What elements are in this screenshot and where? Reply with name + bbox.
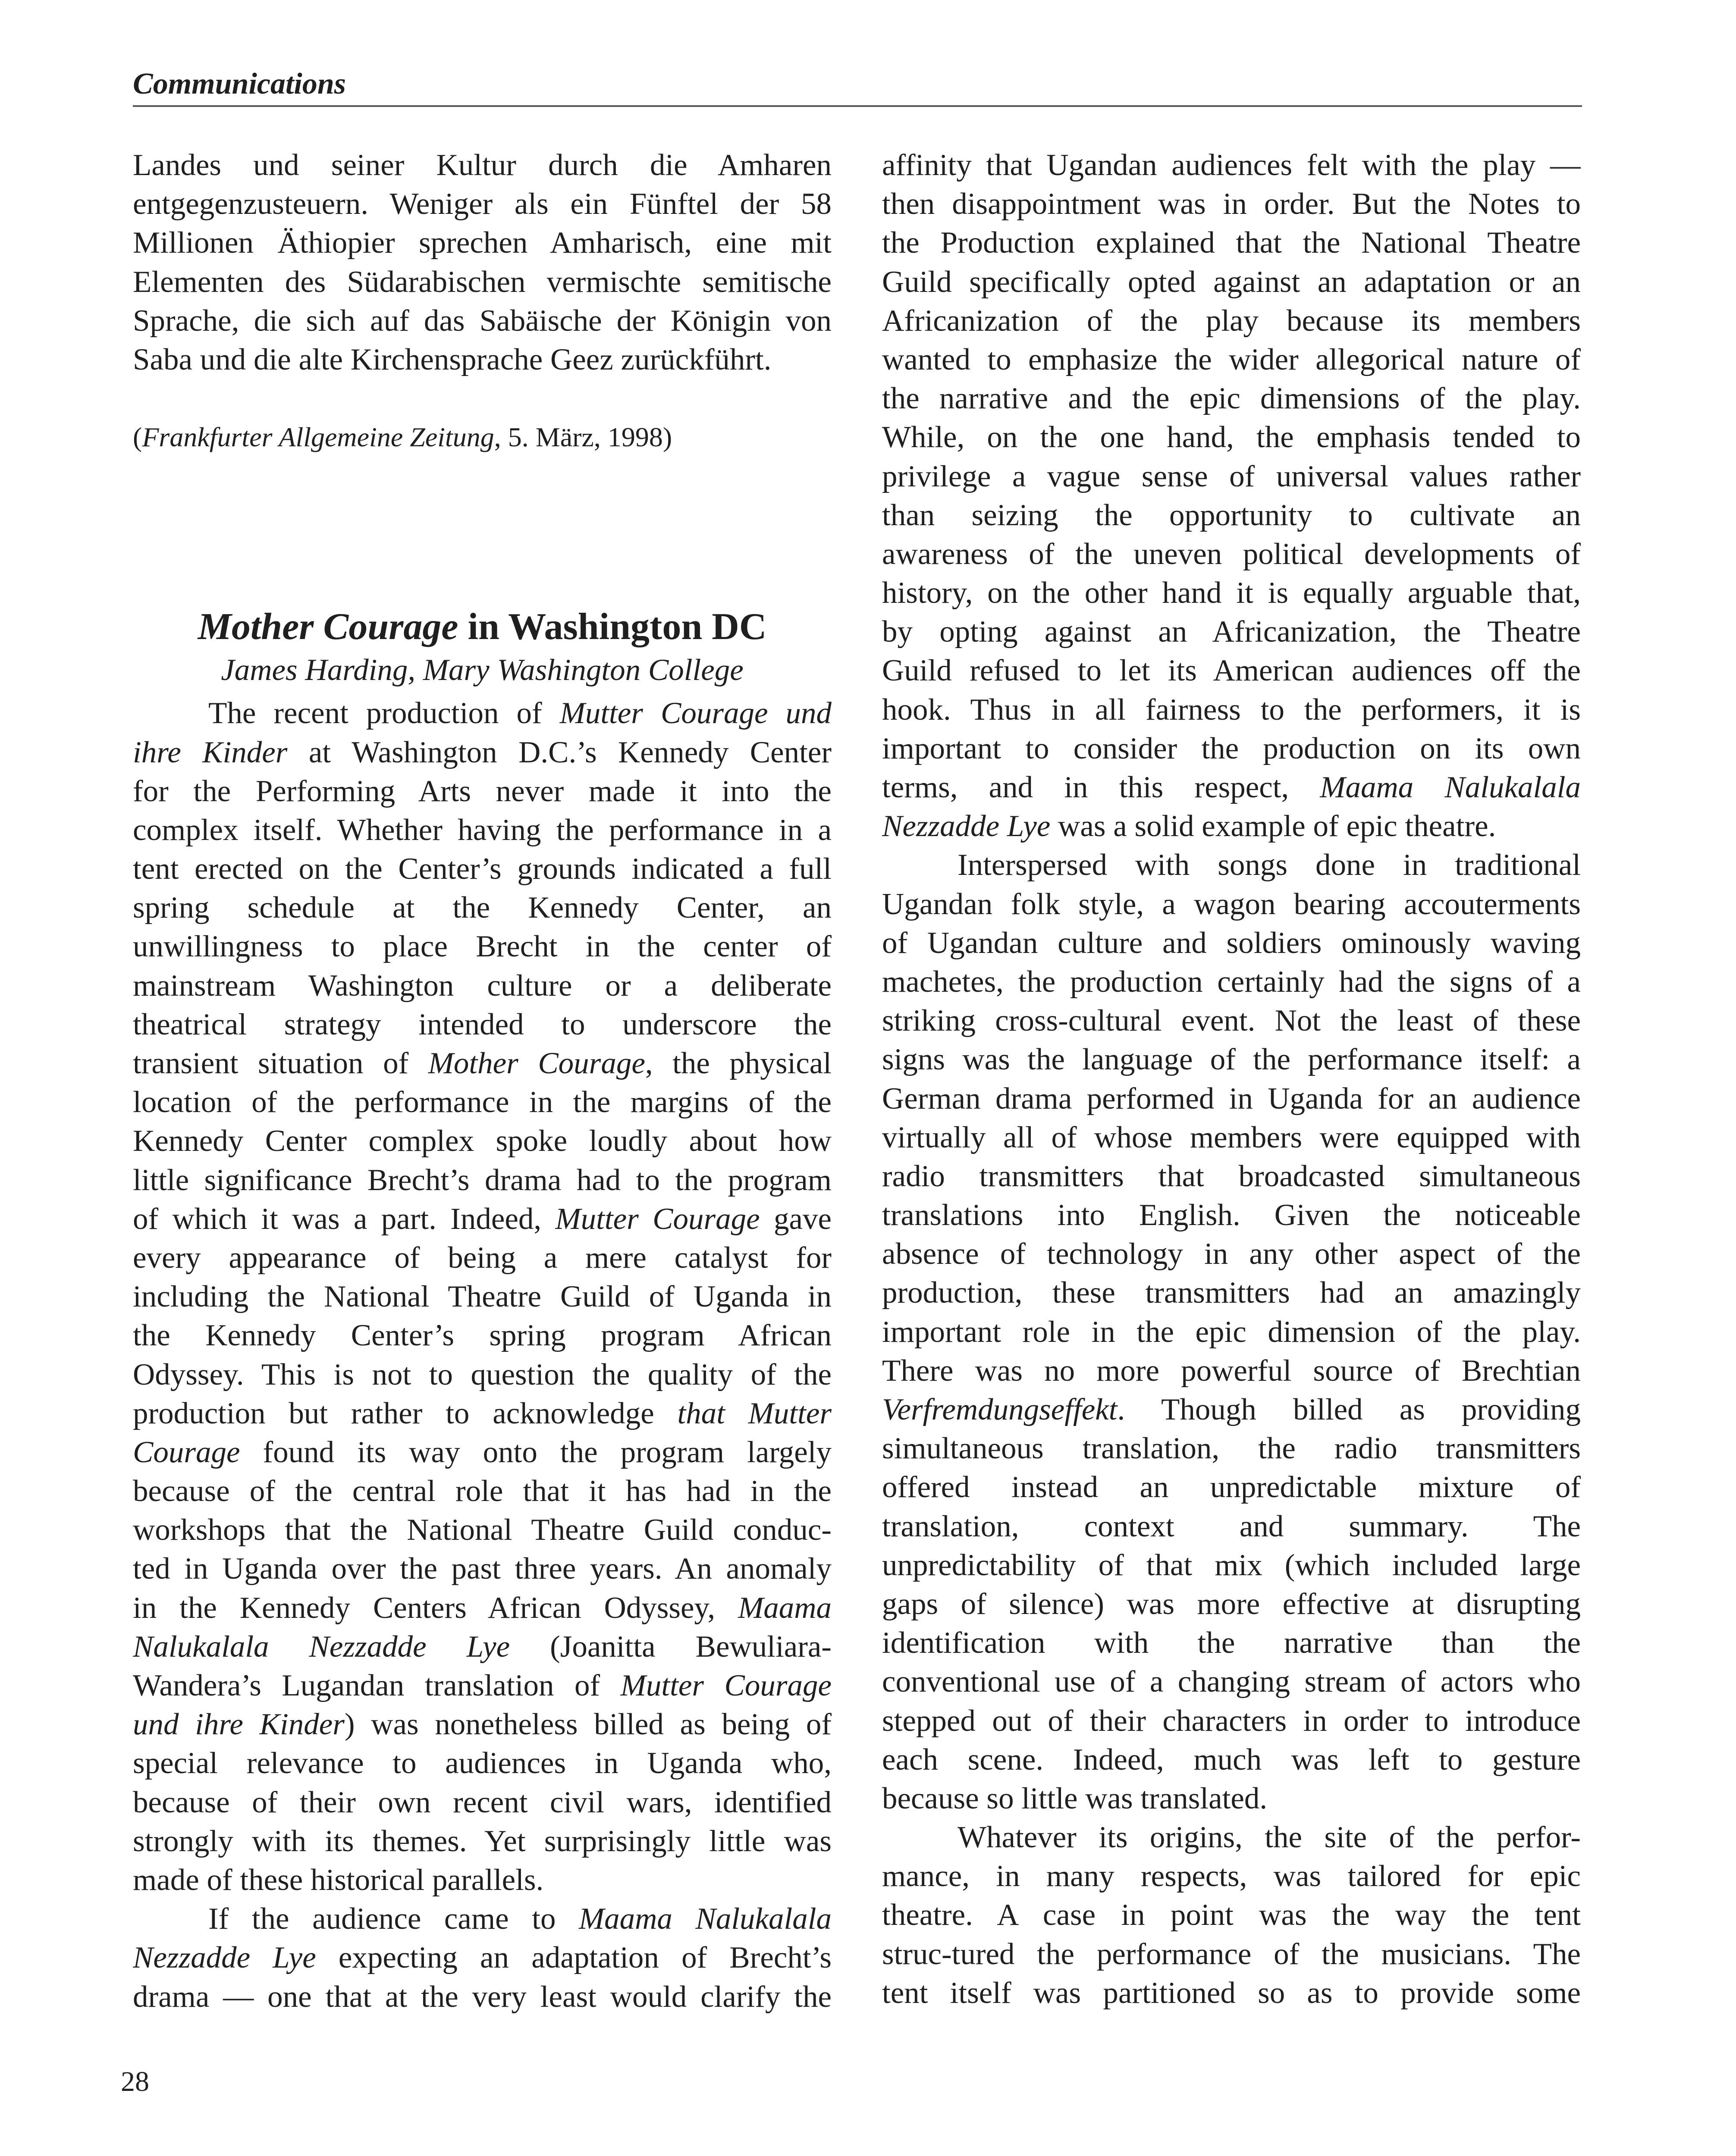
text-line: German drama performed in Uganda for an audience xyxy=(882,1081,1581,1116)
text-line: und ihre Kinder) was nonetheless billed as being of xyxy=(133,1708,832,1742)
text-line: unwillingness to place Brecht in the center of xyxy=(133,930,832,964)
text-line: Elementen des Südarabischen vermischte semitische xyxy=(133,265,832,299)
text-line: Guild specifically opted against an adaptation or an xyxy=(882,265,1581,299)
text-line: Landes und seiner Kultur durch die Amharen xyxy=(133,148,832,182)
text-line: location of the performance in the margins of the xyxy=(133,1085,832,1119)
text-line: There was no more powerful source of Brechtian xyxy=(882,1354,1581,1388)
article-title: Mother Courage in Washington DC xyxy=(198,606,767,648)
text-line: Ugandan folk style, a wagon bearing accouterments xyxy=(882,887,1581,921)
text-line: signs was the language of the performance itself: a xyxy=(882,1043,1581,1077)
citation: (Frankfurter Allgemeine Zeitung, 5. März, 1998) xyxy=(133,422,672,453)
text-line: the Kennedy Center’s spring program African xyxy=(133,1319,832,1353)
text-line: workshops that the National Theatre Guild conduc- xyxy=(133,1513,832,1547)
text-line: the Production explained that the National Theatre xyxy=(882,226,1581,260)
text-line: terms, and in this respect, Maama Nalukalala xyxy=(882,771,1581,804)
text-line: Nezzadde Lye expecting an adaptation of Brecht’s xyxy=(133,1941,832,1975)
text-line: Whatever its origins, the site of the perfor- xyxy=(957,1821,1581,1855)
text-line: transient situation of Mother Courage, the physical xyxy=(133,1047,832,1080)
text-line: The recent production of Mutter Courage und xyxy=(208,696,832,730)
text-line: theatrical strategy intended to underscore the xyxy=(133,1007,832,1041)
text-line: Millionen Äthiopier sprechen Amharisch, eine mit xyxy=(133,226,832,260)
text-line: translations into English. Given the noticeable xyxy=(882,1198,1581,1232)
text-line: Sprache, die sich auf das Sabäische der Königin von xyxy=(133,304,832,338)
text-line: Africanization of the play because its members xyxy=(882,304,1581,338)
text-line: Interspersed with songs done in traditional xyxy=(957,848,1581,882)
text-line: struc-tured the performance of the musicians. The xyxy=(882,1937,1581,1971)
text-line: than seizing the opportunity to cultivate an xyxy=(882,498,1581,532)
text-line: complex itself. Whether having the performance in a xyxy=(133,813,832,847)
text-line: spring schedule at the Kennedy Center, an xyxy=(133,891,832,925)
text-line: striking cross-cultural event. Not the least of these xyxy=(882,1004,1581,1038)
text-line: awareness of the uneven political developments of xyxy=(882,537,1581,571)
text-line: because of the central role that it has had in the xyxy=(133,1474,832,1508)
text-line: stepped out of their characters in order to introduce xyxy=(882,1704,1581,1738)
text-line: of which it was a part. Indeed, Mutter Courage gave xyxy=(133,1202,832,1236)
text-line: entgegenzusteuern. Weniger als ein Fünftel der 58 xyxy=(133,187,832,221)
text-line: of Ugandan culture and soldiers ominously waving xyxy=(882,926,1581,960)
text-line: tent itself was partitioned so as to provide some xyxy=(882,1976,1581,2010)
text-line: theatre. A case in point was the way the tent xyxy=(882,1898,1581,1932)
text-line: production, these transmitters had an amazingly xyxy=(882,1276,1581,1310)
left-column xyxy=(133,146,832,2016)
page-number: 28 xyxy=(121,2066,149,2097)
text-line: Courage found its way onto the program largely xyxy=(133,1435,832,1469)
text-line: radio transmitters that broadcasted simultaneous xyxy=(882,1159,1581,1193)
text-line: for the Performing Arts never made it into the xyxy=(133,774,832,808)
text-line: wanted to emphasize the wider allegorical nature of xyxy=(882,342,1581,376)
text-line: special relevance to audiences in Uganda who, xyxy=(133,1746,832,1780)
text-line: identification with the narrative than the xyxy=(882,1626,1581,1660)
text-line: including the National Theatre Guild of Uganda in xyxy=(133,1280,832,1314)
text-line: machetes, the production certainly had the signs of a xyxy=(882,965,1581,999)
text-line: Odyssey. This is not to question the quality of the xyxy=(133,1357,832,1391)
text-line: history, on the other hand it is equally arguable that, xyxy=(882,576,1581,610)
article-body-left xyxy=(133,694,832,2016)
text-line: each scene. Indeed, much was left to gesture xyxy=(882,1742,1581,1777)
text-line: by opting against an Africanization, the Theatre xyxy=(882,615,1581,649)
text-line: tent erected on the Center’s grounds indicated a full xyxy=(133,852,832,886)
text-line: drama — one that at the very least would clarify the xyxy=(133,1980,832,2014)
text-line: production but rather to acknowledge that Mutter xyxy=(133,1396,832,1430)
text-line: Nalukalala Nezzadde Lye (Joanitta Bewuliara- xyxy=(133,1630,832,1664)
text-line: ihre Kinder at Washington D.C.’s Kennedy Center xyxy=(133,735,832,769)
text-line: important to consider the production on its own xyxy=(882,731,1581,765)
text-line: virtually all of whose members were equipped with xyxy=(882,1120,1581,1154)
right-column xyxy=(882,146,1581,2012)
text-line: mance, in many respects, was tailored for epic xyxy=(882,1859,1581,1893)
text-line: absence of technology in any other aspect of the xyxy=(882,1237,1581,1271)
text-line: hook. Thus in all fairness to the performers, it is xyxy=(882,693,1581,727)
article-author: James Harding, Mary Washington College xyxy=(221,653,744,687)
text-line: in the Kennedy Centers African Odyssey, Maama xyxy=(133,1591,832,1625)
text-line: translation, context and summary. The xyxy=(882,1509,1581,1543)
text-line: strongly with its themes. Yet surprisingly little was xyxy=(133,1824,832,1858)
text-line: offered instead an unpredictable mixture of xyxy=(882,1470,1581,1504)
text-line: little significance Brecht’s drama had to the program xyxy=(133,1163,832,1197)
text-line: Saba und die alte Kirchensprache Geez zurückführt. xyxy=(133,342,772,376)
text-line: because so little was translated. xyxy=(882,1781,1268,1815)
text-line: unpredictability of that mix (which included large xyxy=(882,1548,1581,1582)
text-line: affinity that Ugandan audiences felt with the play — xyxy=(882,148,1581,182)
text-line: Verfremdungseffekt. Though billed as providing xyxy=(882,1393,1581,1426)
section-header: Communications xyxy=(133,65,1582,107)
text-line: ted in Uganda over the past three years. An anomaly xyxy=(133,1552,832,1586)
text-line: mainstream Washington culture or a deliberate xyxy=(133,968,832,1003)
text-line: simultaneous translation, the radio transmitters xyxy=(882,1432,1581,1466)
citation-source: Frankfurter Allgemeine Zeitung xyxy=(142,422,494,453)
text-line: Wandera’s Lugandan translation of Mutter Courage xyxy=(133,1669,832,1702)
text-line: made of these historical parallels. xyxy=(133,1863,544,1897)
text-line: Nezzadde Lye was a solid example of epic theatre. xyxy=(882,809,1496,843)
text-line: gaps of silence) was more effective at disrupting xyxy=(882,1587,1581,1621)
text-line: important role in the epic dimension of the play. xyxy=(882,1315,1581,1349)
text-line: because of their own recent civil wars, identified xyxy=(133,1785,832,1819)
text-line: Guild refused to let its American audiences off the xyxy=(882,654,1581,688)
text-line: conventional use of a changing stream of actors who xyxy=(882,1665,1581,1699)
text-line: then disappointment was in order. But the Notes to xyxy=(882,187,1581,221)
text-line: the narrative and the epic dimensions of the play. xyxy=(882,382,1581,416)
text-line: Kennedy Center complex spoke loudly about how xyxy=(133,1124,832,1158)
text-line: While, on the one hand, the emphasis tended to xyxy=(882,420,1581,454)
text-line: If the audience came to Maama Nalukalala xyxy=(208,1902,832,1936)
text-line: privilege a vague sense of universal values rather xyxy=(882,459,1581,493)
text-line: every appearance of being a mere catalyst for xyxy=(133,1241,832,1275)
